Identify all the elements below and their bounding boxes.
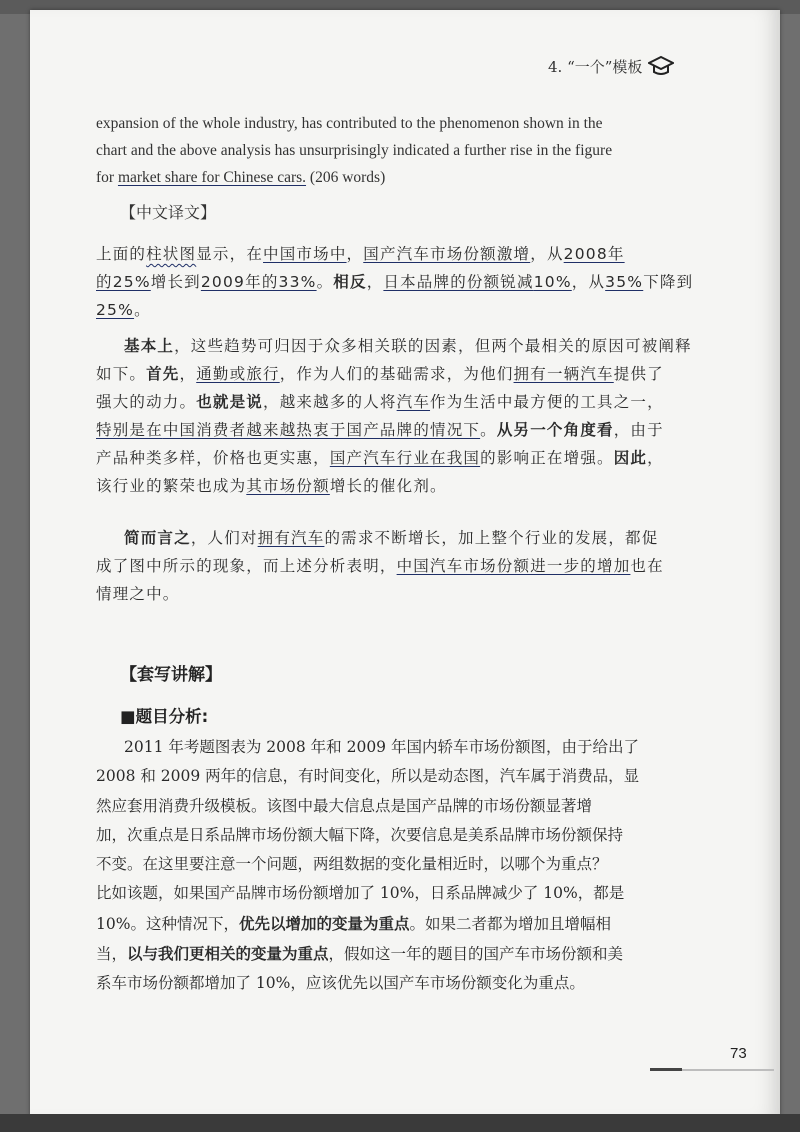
translation-paragraph-1: 上面的柱状图显示，在中国市场中，国产汽车市场份额激增，从2008年 的25%增长到2009年的33%。相反，日本品牌的份额锐减10%，从35%下降到 25%。 [96,245,694,319]
underlined-phrase: 拥有汽车 [257,529,325,547]
underlined-phrase: 35% [605,273,644,291]
underlined-phrase: 汽车 [396,393,431,411]
running-head-title: 4. “一个”模板 [548,57,643,76]
bold-connector: 从另一个角度看 [496,421,614,439]
footer-rule-light [682,1069,774,1071]
page-number: 73 [730,1045,747,1062]
bold-emphasis: 优先以增加的变量为重点 [238,913,410,933]
text-line: for market share for Chinese cars. (206 words) [96,169,386,186]
underlined-phrase: 其市场份额 [246,477,330,495]
text-line: chart and the above analysis has unsurprisingly indicated a further rise in the figure [96,142,613,159]
bold-connector: 相反 [333,273,367,291]
analysis-paragraph [96,733,696,999]
underlined-phrase: 中国汽车市场份额进一步的增加 [396,557,631,575]
underlined-phrase: 特别是在 [96,421,163,439]
underlined-phrase: 通勤或旅行 [196,365,280,383]
underlined-phrase: 国产汽车市场份额激增 [363,245,531,263]
footer-rule [650,1068,682,1071]
text-line: 比如该题，如果国产品牌市场份额增加了 10%，日系品牌减少了 10%，都是 [96,884,625,903]
underlined-phrase: 2008年 [563,245,625,263]
bold-connector: 首先 [146,365,180,383]
bold-connector: 基本上 [124,337,175,355]
underlined-phrase: 中国市场中 [263,245,347,263]
text-line: 不变。在这里要注意一个问题，两组数据的变化量相近时，以哪个为重点？ [96,855,608,874]
text-line: 2011 年考题图表为 2008 年和 2009 年国内轿车市场份额图，由于给出了 [124,738,639,756]
graduation-cap-icon [648,55,674,77]
text-line: 2008 和 2009 两年的信息，有时间变化，所以是动态图，汽车属于消费品，显 [96,767,640,786]
underlined-phrase: 国产汽车行业在我国 [329,449,481,467]
underlined-phrase: 日本品牌的份额锐减 [383,273,534,291]
text-line: 当，以与我们更相关的变量为重点，假如这一年的题目的国产车市场份额和美 [96,944,624,964]
wavy-underlined-phrase: 柱状图 [146,245,197,263]
translation-heading: 【中文译文】 [120,203,217,222]
underlined-phrase: 中国消费者越来越热衷于国产品牌的情况下 [162,421,481,439]
underlined-phrase: 的25% [96,273,151,291]
underlined-phrase: 拥有一辆汽车 [513,365,614,383]
bold-connector: 也就是说 [196,393,264,411]
english-essay-ending [96,110,696,191]
section-heading: 【套写讲解】 [120,665,222,685]
sub-heading: ■题目分析: [120,707,209,726]
bold-emphasis: 以与我们更相关的变量为重点 [127,944,329,964]
running-head [548,55,674,77]
text-line: 加，次重点是日系品牌市场份额大幅下降，次要信息是美系品牌市场份额保持 [96,825,624,844]
translation-paragraph-3: 简而言之，人们对拥有汽车的需求不断增长，加上整个行业的发展，都促 成了图中所示的现象，而上述分析表明，中国汽车市场份额进一步的增加也在 情理之中。 [96,529,664,603]
scan-bottom-edge [0,1114,800,1132]
underlined-phrase: 10% [533,273,572,291]
translation-paragraph-2: 基本上，这些趋势可归因于众多相关联的因素，但两个最相关的原因可被阐释 如下。首先，通勤或旅行，作为人们的基础需求，为他们拥有一辆汽车提供了 强大的动力。也就是说，越来越多的人将汽车作为生活中最方便的工具之一， 特别是在中国消费者越来越热衷于国产品牌的情况下。从另一个角度看，由于 产品种类多样，价格也更实惠，国产汽车行业在我国的影响正在增强。因此， 该行业的繁荣也成为其市场份额增长的催化剂。 [96,337,692,495]
text-line: expansion of the whole industry, has contributed to the phenomenon shown in the [96,115,603,132]
underlined-phrase: 25% [96,301,135,319]
underlined-phrase: market share for Chinese cars. [117,169,307,186]
text-line: 然应套用消费升级模板。该图中最大信息点是国产品牌的市场份额显著增 [96,796,593,815]
text-line: 10%。这种情况下，优先以增加的变量为重点。如果二者都为增加且增幅相 [96,913,611,933]
text-line: 系车市场份额都增加了 10%，应该优先以国产车市场份额变化为重点。 [96,974,585,993]
underlined-phrase: 2009年的33% [200,273,317,291]
bold-connector: 因此 [613,449,648,467]
bold-connector: 简而言之 [124,529,191,547]
